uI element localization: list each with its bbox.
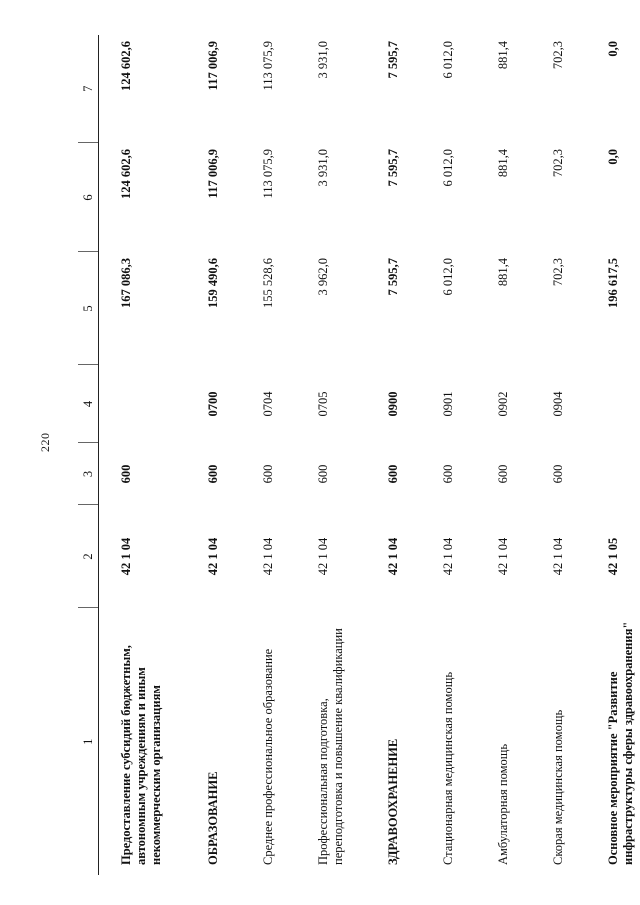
column-header: 6	[78, 143, 99, 252]
row-name: ОБРАЗОВАНИЕ	[206, 771, 220, 865]
row-name: Основное мероприятие "Развитие инфраструктуры сферы здравоохранения"	[606, 621, 635, 865]
table-row	[366, 35, 421, 875]
row-name: Профессиональная подготовка, переподготовка и повышение квалификации	[316, 628, 345, 865]
row-name: Стационарная медицинская помощь	[441, 671, 455, 865]
target-code: 42 1 04	[119, 537, 133, 576]
row-name: ЗДРАВООХРАНЕНИЕ	[386, 738, 400, 865]
row-name: Скорая медицинская помощь	[551, 709, 565, 865]
amount-col6: 702,3	[551, 149, 565, 178]
amount-col7: 113 075,9	[261, 41, 275, 91]
amount-col6: 7 595,7	[386, 149, 400, 187]
amount-col6: 0,0	[606, 149, 620, 165]
table-row	[296, 35, 366, 875]
section-code: 0902	[496, 391, 510, 417]
table-row	[99, 35, 187, 875]
target-code: 42 1 04	[261, 537, 275, 576]
target-code: 42 1 04	[316, 537, 330, 576]
budget-table	[78, 35, 640, 875]
row-name: Амбулаторная помощь	[496, 743, 510, 865]
amount-col6: 124 602,6	[119, 149, 133, 199]
column-header: 2	[78, 505, 99, 608]
table-row	[476, 35, 531, 875]
amount-col7: 124 602,6	[119, 41, 133, 91]
expense-type: 600	[119, 464, 133, 484]
target-code: 42 1 04	[496, 537, 510, 576]
rotated-table-container	[78, 35, 638, 875]
amount-col5: 167 086,3	[119, 258, 133, 308]
amount-col6: 113 075,9	[261, 149, 275, 199]
amount-col5: 6 012,0	[441, 258, 455, 296]
amount-col6: 6 012,0	[441, 149, 455, 187]
amount-col7: 7 595,7	[386, 41, 400, 79]
amount-col5: 196 617,5	[606, 258, 620, 308]
expense-type: 600	[386, 464, 400, 484]
column-header: 3	[78, 443, 99, 505]
table-row	[421, 35, 476, 875]
amount-col7: 117 006,9	[206, 41, 220, 91]
amount-col5: 881,4	[496, 258, 510, 287]
table-header	[78, 35, 99, 875]
expense-type: 600	[206, 464, 220, 484]
column-header: 4	[78, 365, 99, 443]
column-header: 1	[78, 608, 99, 875]
row-name: Среднее профессиональное образование	[261, 648, 275, 865]
table-row	[531, 35, 586, 875]
amount-col5: 702,3	[551, 258, 565, 287]
amount-col7: 702,3	[551, 41, 565, 70]
column-header: 7	[78, 35, 99, 143]
page-number: 220	[38, 432, 52, 452]
target-code: 42 1 04	[386, 537, 400, 576]
expense-type: 600	[261, 464, 275, 484]
target-code: 42 1 04	[206, 537, 220, 576]
target-code: 42 1 04	[551, 537, 565, 576]
amount-col7: 881,4	[496, 41, 510, 70]
expense-type: 600	[316, 464, 330, 484]
amount-col5: 155 528,6	[261, 258, 275, 308]
amount-col5: 3 962,0	[316, 258, 330, 296]
target-code: 42 1 04	[441, 537, 455, 576]
expense-type	[586, 443, 640, 505]
row-name: Предоставление субсидий бюджетным, автономным учреждениям и иным некоммерческим организациям	[119, 645, 163, 865]
section-code: 0900	[386, 391, 400, 417]
section-code: 0904	[551, 391, 565, 417]
expense-type: 600	[551, 464, 565, 484]
expense-type: 600	[496, 464, 510, 484]
section-code	[99, 365, 187, 443]
section-code: 0700	[206, 391, 220, 417]
amount-col5: 7 595,7	[386, 258, 400, 296]
amount-col7: 3 931,0	[316, 41, 330, 79]
amount-col6: 117 006,9	[206, 149, 220, 199]
expense-type: 600	[441, 464, 455, 484]
section-code: 0705	[316, 391, 330, 417]
table-row	[586, 35, 640, 875]
amount-col5: 159 490,6	[206, 258, 220, 308]
column-header: 5	[78, 252, 99, 365]
section-code: 0901	[441, 391, 455, 417]
amount-col6: 3 931,0	[316, 149, 330, 187]
section-code: 0704	[261, 391, 275, 417]
amount-col7: 6 012,0	[441, 41, 455, 79]
header-row	[78, 35, 99, 875]
table-row	[241, 35, 296, 875]
amount-col6: 881,4	[496, 149, 510, 178]
amount-col7: 0,0	[606, 41, 620, 57]
table-row	[186, 35, 241, 875]
target-code: 42 1 05	[606, 537, 620, 576]
section-code	[586, 365, 640, 443]
